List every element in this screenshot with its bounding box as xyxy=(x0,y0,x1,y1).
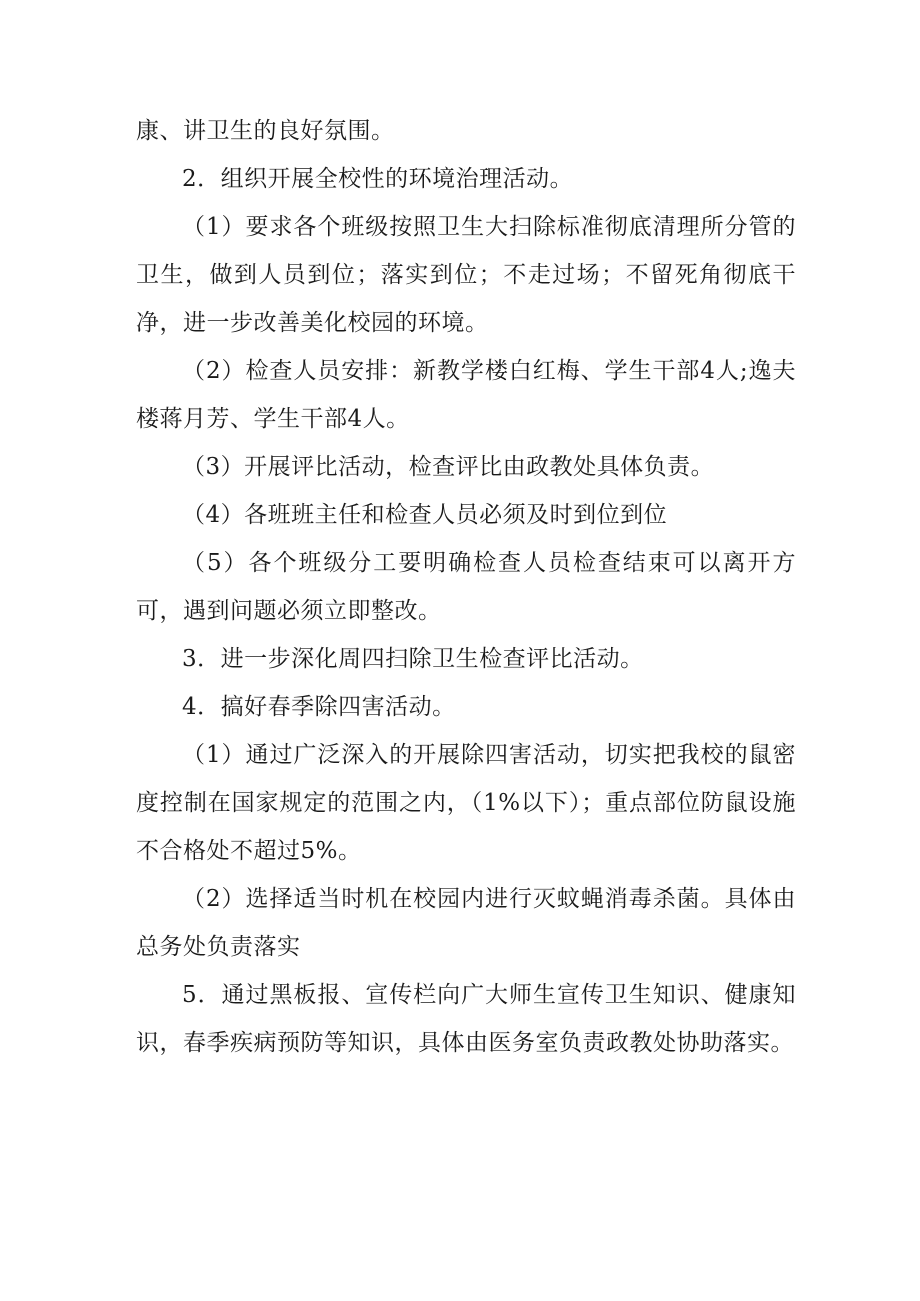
paragraph-item-4-1: （1）通过广泛深入的开展除四害活动，切实把我校的鼠密度控制在国家规定的范围之内，（1%以下）；重点部位防鼠设施不合格处不超过5%。 xyxy=(136,742,796,864)
paragraph-continuation: 康、讲卫生的良好氛围。 xyxy=(136,118,395,144)
paragraph-item-2-2: （2）检查人员安排：新教学楼白红梅、学生干部4人;逸夫楼蒋月芳、学生干部4人。 xyxy=(136,358,796,432)
paragraph-item-4-2: （2）选择适当时机在校园内进行灭蚊蝇消毒杀菌。具体由总务处负责落实 xyxy=(136,886,796,960)
paragraph-item-2-1: （1）要求各个班级按照卫生大扫除标准彻底清理所分管的卫生，做到人员到位；落实到位；不走过场；不留死角彻底干净，进一步改善美化校园的环境。 xyxy=(136,214,796,336)
paragraph-item-2: 2．组织开展全校性的环境治理活动。 xyxy=(182,166,574,192)
document-body xyxy=(136,107,796,1067)
paragraph-item-2-5: （5）各个班级分工要明确检查人员检查结束可以离开方可，遇到问题必须立即整改。 xyxy=(136,550,796,624)
paragraph-item-2-3: （3）开展评比活动，检查评比由政教处具体负责。 xyxy=(182,454,715,480)
paragraph-item-5: 5．通过黑板报、宣传栏向广大师生宣传卫生知识、健康知识，春季疾病预防等知识，具体由医务室负责政教处协助落实。 xyxy=(136,982,796,1056)
paragraph-item-2-4: （4）各班班主任和检查人员必须及时到位到位 xyxy=(182,502,668,528)
paragraph-item-3: 3．进一步深化周四扫除卫生检查评比活动。 xyxy=(182,646,644,672)
paragraph-item-4: 4．搞好春季除四害活动。 xyxy=(182,694,456,720)
